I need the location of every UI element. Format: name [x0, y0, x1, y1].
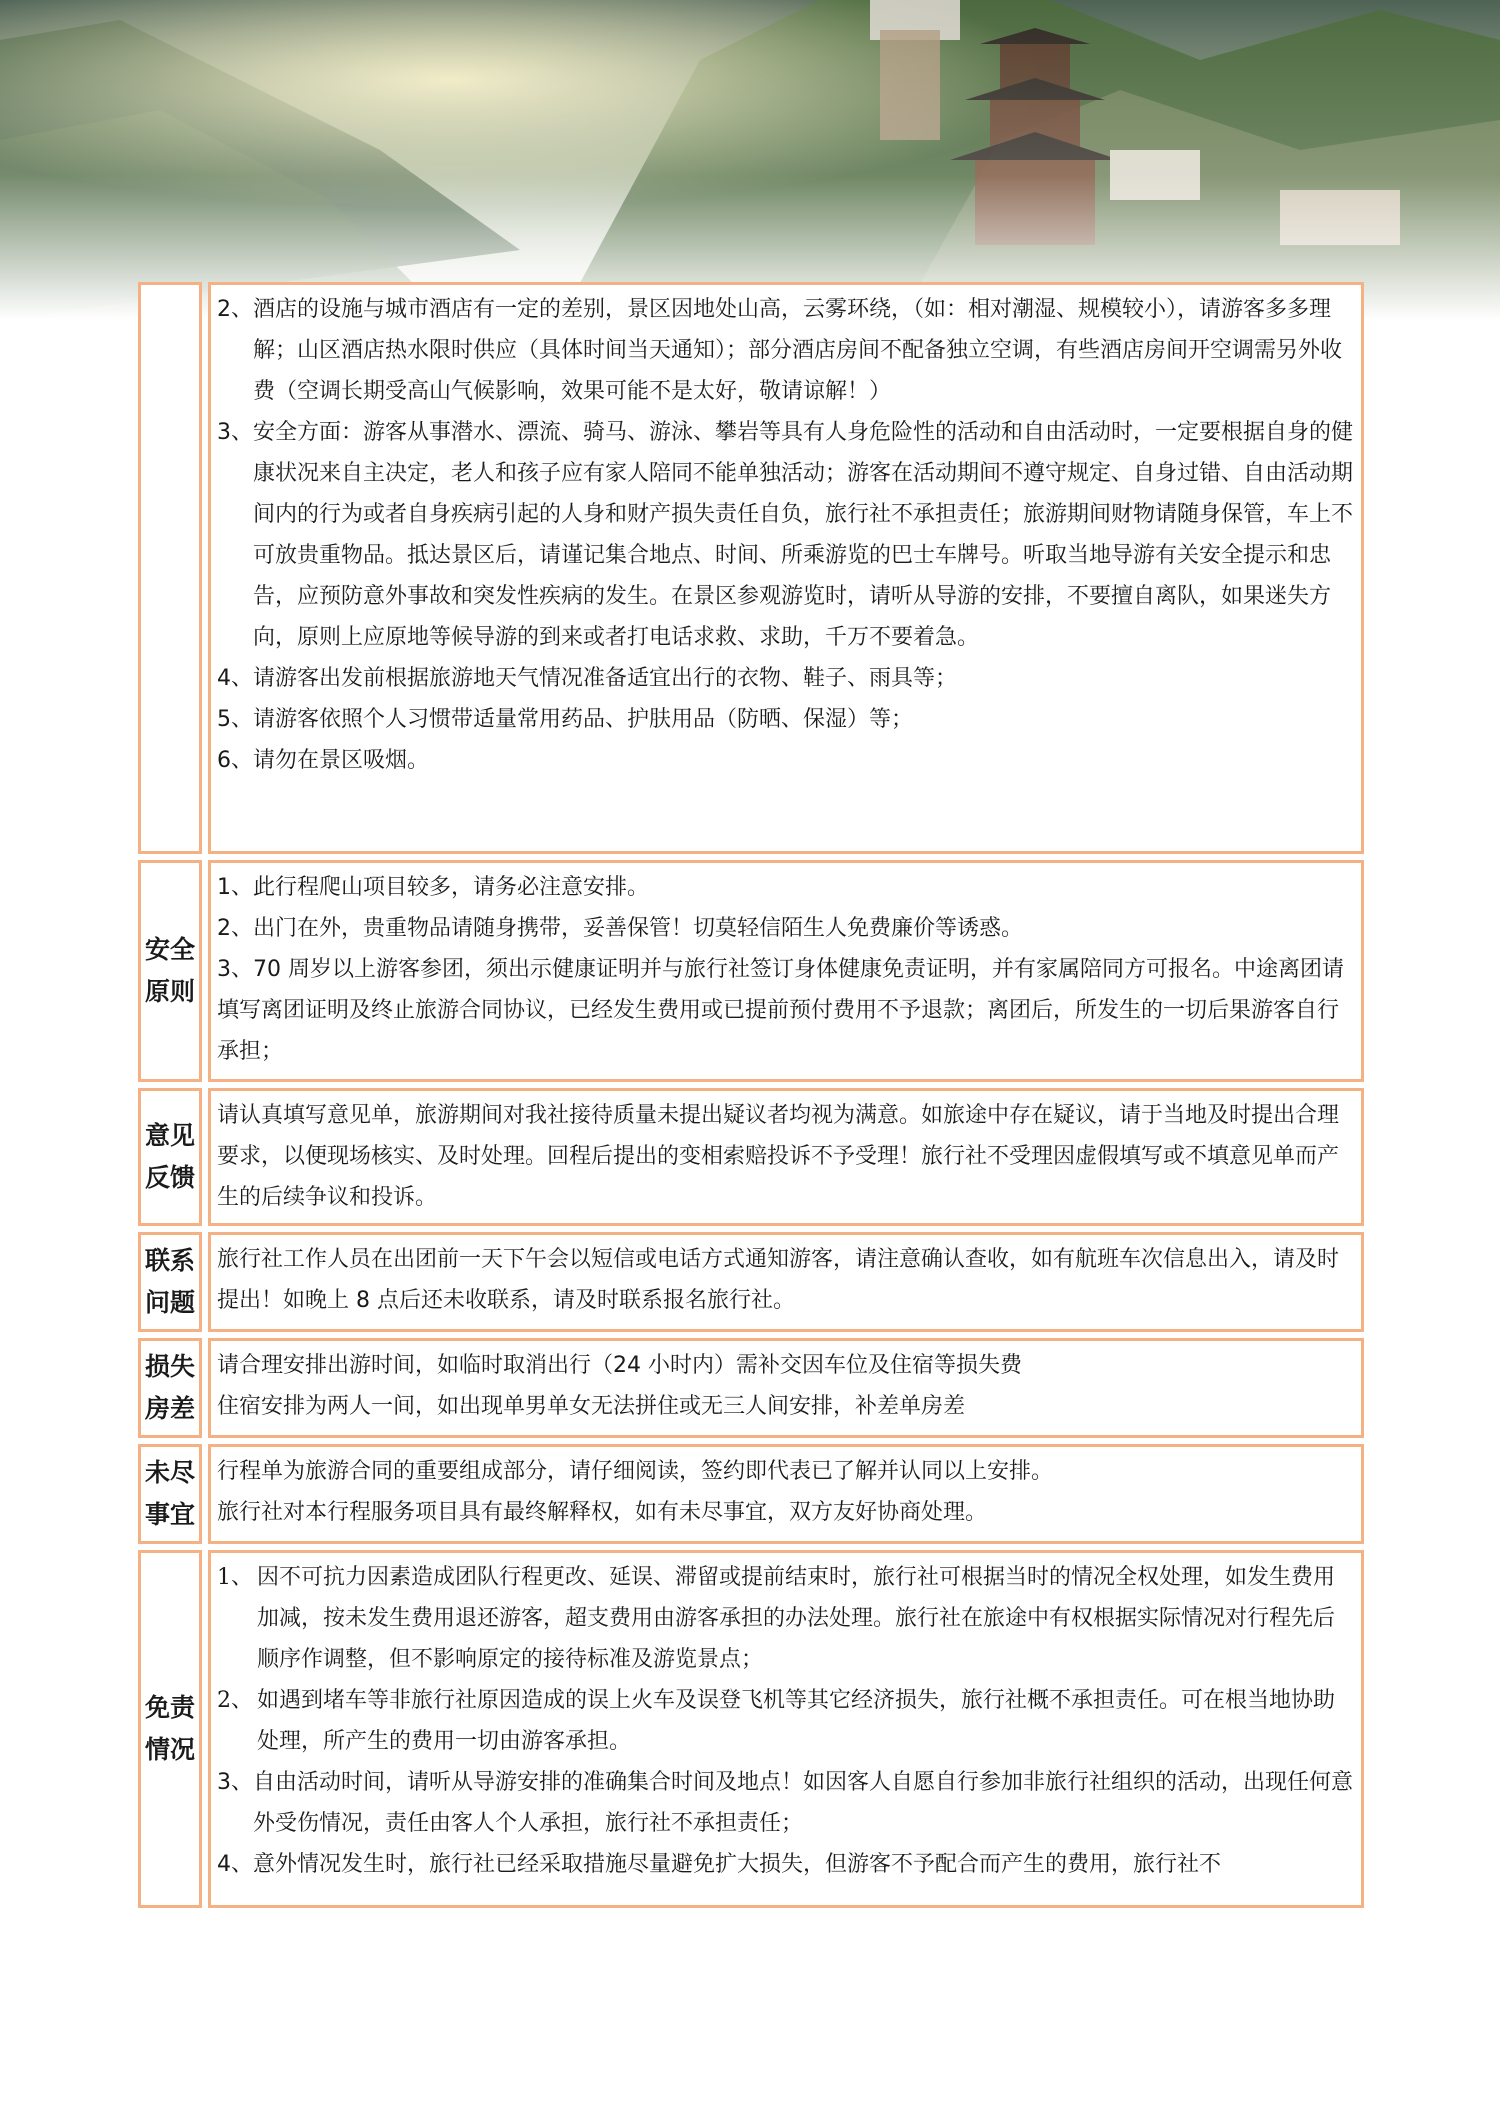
row-content-cell: [208, 1088, 1364, 1226]
item-number: 4、: [217, 666, 253, 691]
table-row: [138, 1232, 1364, 1332]
row-label-cell: [138, 1338, 202, 1438]
item-text: 如遇到堵车等非旅行社原因造成的误上火车及误登飞机等其它经济损失，旅行社概不承担责任。可在根当地协助处理，所产生的费用一切由游客承担。: [257, 1688, 1336, 1754]
content-line: 行程单为旅游合同的重要组成部分，请仔细阅读，签约即代表已了解并认同以上安排。: [217, 1459, 1054, 1484]
row-label: 意见反馈: [144, 1121, 195, 1192]
row-label-cell: [138, 282, 202, 854]
row-label-cell: [138, 1550, 202, 1908]
table-row: [138, 282, 1364, 854]
item-number: 2、: [217, 297, 253, 322]
content-line: 请合理安排出游时间，如临时取消出行（24 小时内）需补交因车位及住宿等损失费: [217, 1353, 1022, 1378]
item-number: 5、: [217, 707, 253, 732]
content-line: 1、此行程爬山项目较多，请务必注意安排。: [217, 875, 649, 900]
row-label: 联系问题: [144, 1246, 195, 1317]
content-line: 请认真填写意见单，旅游期间对我社接待质量未提出疑议者均视为满意。如旅途中存在疑议，请于当地及时提出合理要求，以便现场核实、及时处理。回程后提出的变相索赔投诉不予受理！旅行社不受理因虚假填写或不填意见单而产生的后续争议和投诉。: [217, 1103, 1340, 1210]
row-label: 损失房差: [144, 1352, 195, 1423]
mountain-village-illustration: [0, 0, 1500, 320]
row-content-cell: [208, 860, 1364, 1082]
item-number: 3、: [217, 1770, 253, 1795]
row-content-cell: [208, 1550, 1364, 1908]
item-text: 自由活动时间，请听从导游安排的准确集合时间及地点！如因客人自愿自行参加非旅行社组织的活动，出现任何意外受伤情况，责任由客人个人承担，旅行社不承担责任；: [253, 1770, 1354, 1836]
item-number: 6、: [217, 748, 253, 773]
row-label: 安全原则: [144, 935, 195, 1006]
content-line: 旅行社工作人员在出团前一天下午会以短信或电话方式通知游客，请注意确认查收，如有航班车次信息出入，请及时提出！如晚上 8 点后还未收联系，请及时联系报名旅行社。: [217, 1247, 1340, 1313]
item-text: 安全方面：游客从事潜水、漂流、骑马、游泳、攀岩等具有人身危险性的活动和自由活动时，一定要根据自身的健康状况来自主决定，老人和孩子应有家人陪同不能单独活动；游客在活动期间不遵守规定、自身过错、自由活动期间内的行为或者自身疾病引起的人身和财产损失责任自负，旅行社不承担责任；旅游期间财物请随身保管，车上不可放贵重物品。抵达景区后，请谨记集合地点、时间、所乘游览的巴士车牌号。听取当地导游有关安全提示和忠告，应预防意外事故和突发性疾病的发生。在景区参观游览时，请听从导游的安排，不要擅自离队，如果迷失方向，原则上应原地等候导游的到来或者打电话求救、求助，千万不要着急。: [253, 420, 1354, 650]
item-text: 请游客依照个人习惯带适量常用药品、护肤用品（防晒、保湿）等；: [253, 707, 914, 732]
row-label: 免责情况: [144, 1693, 195, 1764]
list-item: [217, 1762, 1355, 1844]
list-item: [217, 658, 1355, 699]
row-content-cell: [208, 1338, 1364, 1438]
item-text: 意外情况发生时，旅行社已经采取措施尽量避免扩大损失，但游客不予配合而产生的费用，旅行社不: [253, 1852, 1222, 1877]
row-label-cell: [138, 860, 202, 1082]
content-line: 住宿安排为两人一间，如出现单男单女无法拼住或无三人间安排，补差单房差: [217, 1394, 966, 1419]
item-number: 4、: [217, 1852, 253, 1877]
content-line: 旅行社对本行程服务项目具有最终解释权，如有未尽事宜，双方友好协商处理。: [217, 1500, 988, 1525]
item-text: 请勿在景区吸烟。: [253, 748, 430, 773]
table-row: [138, 1550, 1364, 1908]
table-row: [138, 1444, 1364, 1544]
content-line: 3、70 周岁以上游客参团，须出示健康证明并与旅行社签订身体健康免责证明，并有家属陪同方可报名。中途离团请填写离团证明及终止旅游合同协议，已经发生费用或已提前预付费用不予退款；离团后，所发生的一切后果游客自行承担；: [217, 957, 1344, 1064]
row-content-cell: [208, 1444, 1364, 1544]
row-label-cell: [138, 1444, 202, 1544]
item-number: 3、: [217, 420, 253, 445]
list-item: [217, 1844, 1355, 1885]
item-text: 请游客出发前根据旅游地天气情况准备适宜出行的衣物、鞋子、雨具等；: [253, 666, 958, 691]
item-text: 因不可抗力因素造成团队行程更改、延误、滞留或提前结束时，旅行社可根据当时的情况全权处理，如发生费用加减，按未发生费用退还游客，超支费用由游客承担的办法处理。旅行社在旅途中有权根据实际情况对行程先后顺序作调整，但不影响原定的接待标准及游览景点；: [257, 1565, 1336, 1672]
table-row: [138, 860, 1364, 1082]
item-number: 1、: [217, 1565, 253, 1590]
row-content-cell: [208, 282, 1364, 854]
table-row: [138, 1088, 1364, 1226]
item-text: 酒店的设施与城市酒店有一定的差别，景区因地处山高，云雾环绕，（如：相对潮湿、规模较小），请游客多多理解；山区酒店热水限时供应（具体时间当天通知）；部分酒店房间不配备独立空调，有些酒店房间开空调需另外收费（空调长期受高山气候影响，效果可能不是太好，敬请谅解！）: [253, 297, 1343, 404]
list-item: [217, 699, 1355, 740]
list-item: [217, 412, 1355, 658]
list-item: [217, 289, 1355, 412]
row-label-cell: [138, 1088, 202, 1226]
table-row: [138, 1338, 1364, 1438]
notes-table: [138, 282, 1364, 1908]
item-number: 2、: [217, 1688, 253, 1713]
header-landscape-image: [0, 0, 1500, 320]
list-item: [217, 740, 1355, 781]
row-label-cell: [138, 1232, 202, 1332]
row-content-cell: [208, 1232, 1364, 1332]
row-label: 未尽事宜: [144, 1458, 195, 1529]
list-item: [217, 1557, 1355, 1680]
content-line: 2、出门在外，贵重物品请随身携带，妥善保管！切莫轻信陌生人免费廉价等诱惑。: [217, 916, 1023, 941]
list-item: [217, 1680, 1355, 1762]
